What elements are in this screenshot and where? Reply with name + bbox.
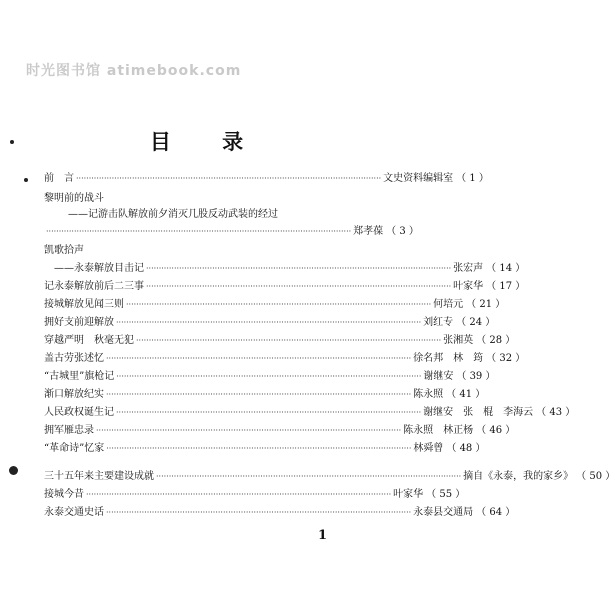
toc-entry-author: 张湘英 — [443, 335, 474, 346]
toc-leader-dots: ························································································································ — [116, 372, 422, 381]
toc-entry-page: （ 24 ） — [456, 317, 496, 328]
toc-entry-title: 永泰交通史话 — [44, 507, 104, 518]
toc-entry-title: 盖古劳张述忆 — [44, 353, 104, 364]
toc-leader-dots: ························································································································ — [106, 354, 412, 363]
toc-leader-dots: ························································································································ — [136, 336, 442, 345]
toc-entry-author: 陈永照 林正杨 — [403, 425, 474, 436]
toc-entry-author: 谢继安 张 棍 李海云 — [423, 407, 534, 418]
page-number: 1 — [318, 528, 328, 543]
toc-leader-dots: ························································································································ — [76, 174, 382, 183]
toc-leader-dots: ························································································································ — [126, 300, 432, 309]
toc-leader-dots: ························································································································ — [156, 472, 462, 481]
watermark: 时光图书馆 atimebook.com — [26, 63, 242, 79]
toc-entry-page: （ 17 ） — [486, 281, 526, 292]
toc-entry-author: 陈永照 — [413, 389, 444, 400]
toc-entry[interactable] — [44, 172, 489, 186]
toc-leader-dots: ························································································································ — [146, 264, 452, 273]
toc-leader-dots: ························································································································ — [96, 426, 402, 435]
toc-entry[interactable] — [44, 316, 496, 330]
toc-leader-dots: ························································································································ — [86, 490, 392, 499]
toc-leader-dots: ························································································································ — [146, 282, 452, 291]
toc-entry[interactable] — [44, 334, 516, 348]
toc-entry[interactable] — [44, 470, 615, 484]
toc-entry-page: （ 3 ） — [386, 226, 419, 237]
margin-blot — [9, 466, 18, 475]
toc-entry-author: 徐名邦 林 筠 — [413, 353, 484, 364]
toc-entry-author: 叶家华 — [393, 489, 424, 500]
toc-entry-page: （ 64 ） — [476, 507, 516, 518]
toc-entry-page: （ 48 ） — [446, 443, 486, 454]
toc-entry-author: 郑孝葆 — [353, 226, 384, 237]
toc-entry[interactable] — [44, 262, 526, 276]
toc-entry-title: 三十五年来主要建设成就 — [44, 471, 154, 482]
toc-subtitle: ——记游击队解放前夕消灭几股反动武装的经过 — [68, 209, 278, 220]
toc-entry-title: 接城今昔 — [44, 489, 84, 500]
toc-entry-page: （ 28 ） — [476, 335, 516, 346]
toc-entry-author: 叶家华 — [453, 281, 484, 292]
toc-entry-page: （ 1 ） — [456, 173, 489, 184]
toc-entry-author: 何培元 — [433, 299, 464, 310]
toc-entry[interactable] — [44, 424, 516, 438]
toc-entry-page: （ 21 ） — [466, 299, 506, 310]
toc-entry[interactable] — [44, 370, 496, 384]
toc-entry[interactable] — [44, 388, 486, 402]
toc-entry[interactable] — [44, 442, 486, 456]
toc-entry-author: 张宏声 — [453, 263, 484, 274]
toc-entry-page: （ 41 ） — [446, 389, 486, 400]
toc-entry-title: “革命诗”忆家 — [44, 443, 105, 454]
toc-entry-page: （ 14 ） — [486, 263, 526, 274]
toc-entry-author: 谢继安 — [423, 371, 454, 382]
toc-entry-page: （ 39 ） — [456, 371, 496, 382]
toc-entry-page: （ 46 ） — [476, 425, 516, 436]
toc-entry[interactable] — [44, 280, 526, 294]
toc-entry-page: （ 50 ） — [576, 471, 615, 482]
toc-entry-title: 接城解放见闻三则 — [44, 299, 124, 310]
toc-section-heading: 黎明前的战斗 — [44, 193, 104, 204]
toc-entry[interactable] — [44, 225, 419, 239]
toc-entry-title: 人民政权诞生记 — [44, 407, 114, 418]
toc-entry-title: 拥军雁忠录 — [44, 425, 94, 436]
page-title: 目 录 — [149, 129, 266, 154]
toc-entry-page: （ 55 ） — [426, 489, 466, 500]
toc-entry-title: 记永泰解放前后二三事 — [44, 281, 144, 292]
toc-entry[interactable] — [44, 406, 576, 420]
toc-entry-title: 前 言 — [44, 173, 74, 184]
toc-entry[interactable] — [44, 352, 526, 366]
toc-leader-dots: ························································································································ — [116, 318, 422, 327]
toc-leader-dots: ························································································································ — [116, 408, 422, 417]
toc-entry[interactable] — [44, 488, 466, 502]
toc-entry-title: ——永泰解放目击记 — [44, 263, 144, 274]
toc-leader-dots: ························································································································ — [106, 444, 412, 453]
toc-leader-dots: ························································································································ — [106, 508, 412, 517]
toc-entry-author: 文史资料编辑室 — [383, 173, 454, 184]
toc-entry-page: （ 32 ） — [486, 353, 526, 364]
toc-entry-title: 渐口解放纪实 — [44, 389, 104, 400]
toc-entry-author: 永泰县交通局 — [413, 507, 474, 518]
margin-dot — [24, 178, 28, 182]
toc-entry-author: 摘自《永泰，我的家乡》 — [463, 471, 574, 482]
toc-entry-author: 刘红专 — [423, 317, 454, 328]
toc-entry-page: （ 43 ） — [536, 407, 576, 418]
toc-entry-title: 拥好支前迎解放 — [44, 317, 114, 328]
toc-entry-title: 穿越严明 秋毫无犯 — [44, 335, 134, 346]
toc-entry[interactable] — [44, 506, 516, 520]
toc-leader-dots: ························································································································ — [106, 390, 412, 399]
toc-leader-dots: ························································································································ — [46, 227, 352, 236]
toc-section-heading: 凯歌拾声 — [44, 245, 84, 256]
toc-entry[interactable] — [44, 298, 506, 312]
toc-entry-author: 林舜曾 — [413, 443, 444, 454]
toc-entry-title: “古城里”旗枪记 — [44, 371, 115, 382]
